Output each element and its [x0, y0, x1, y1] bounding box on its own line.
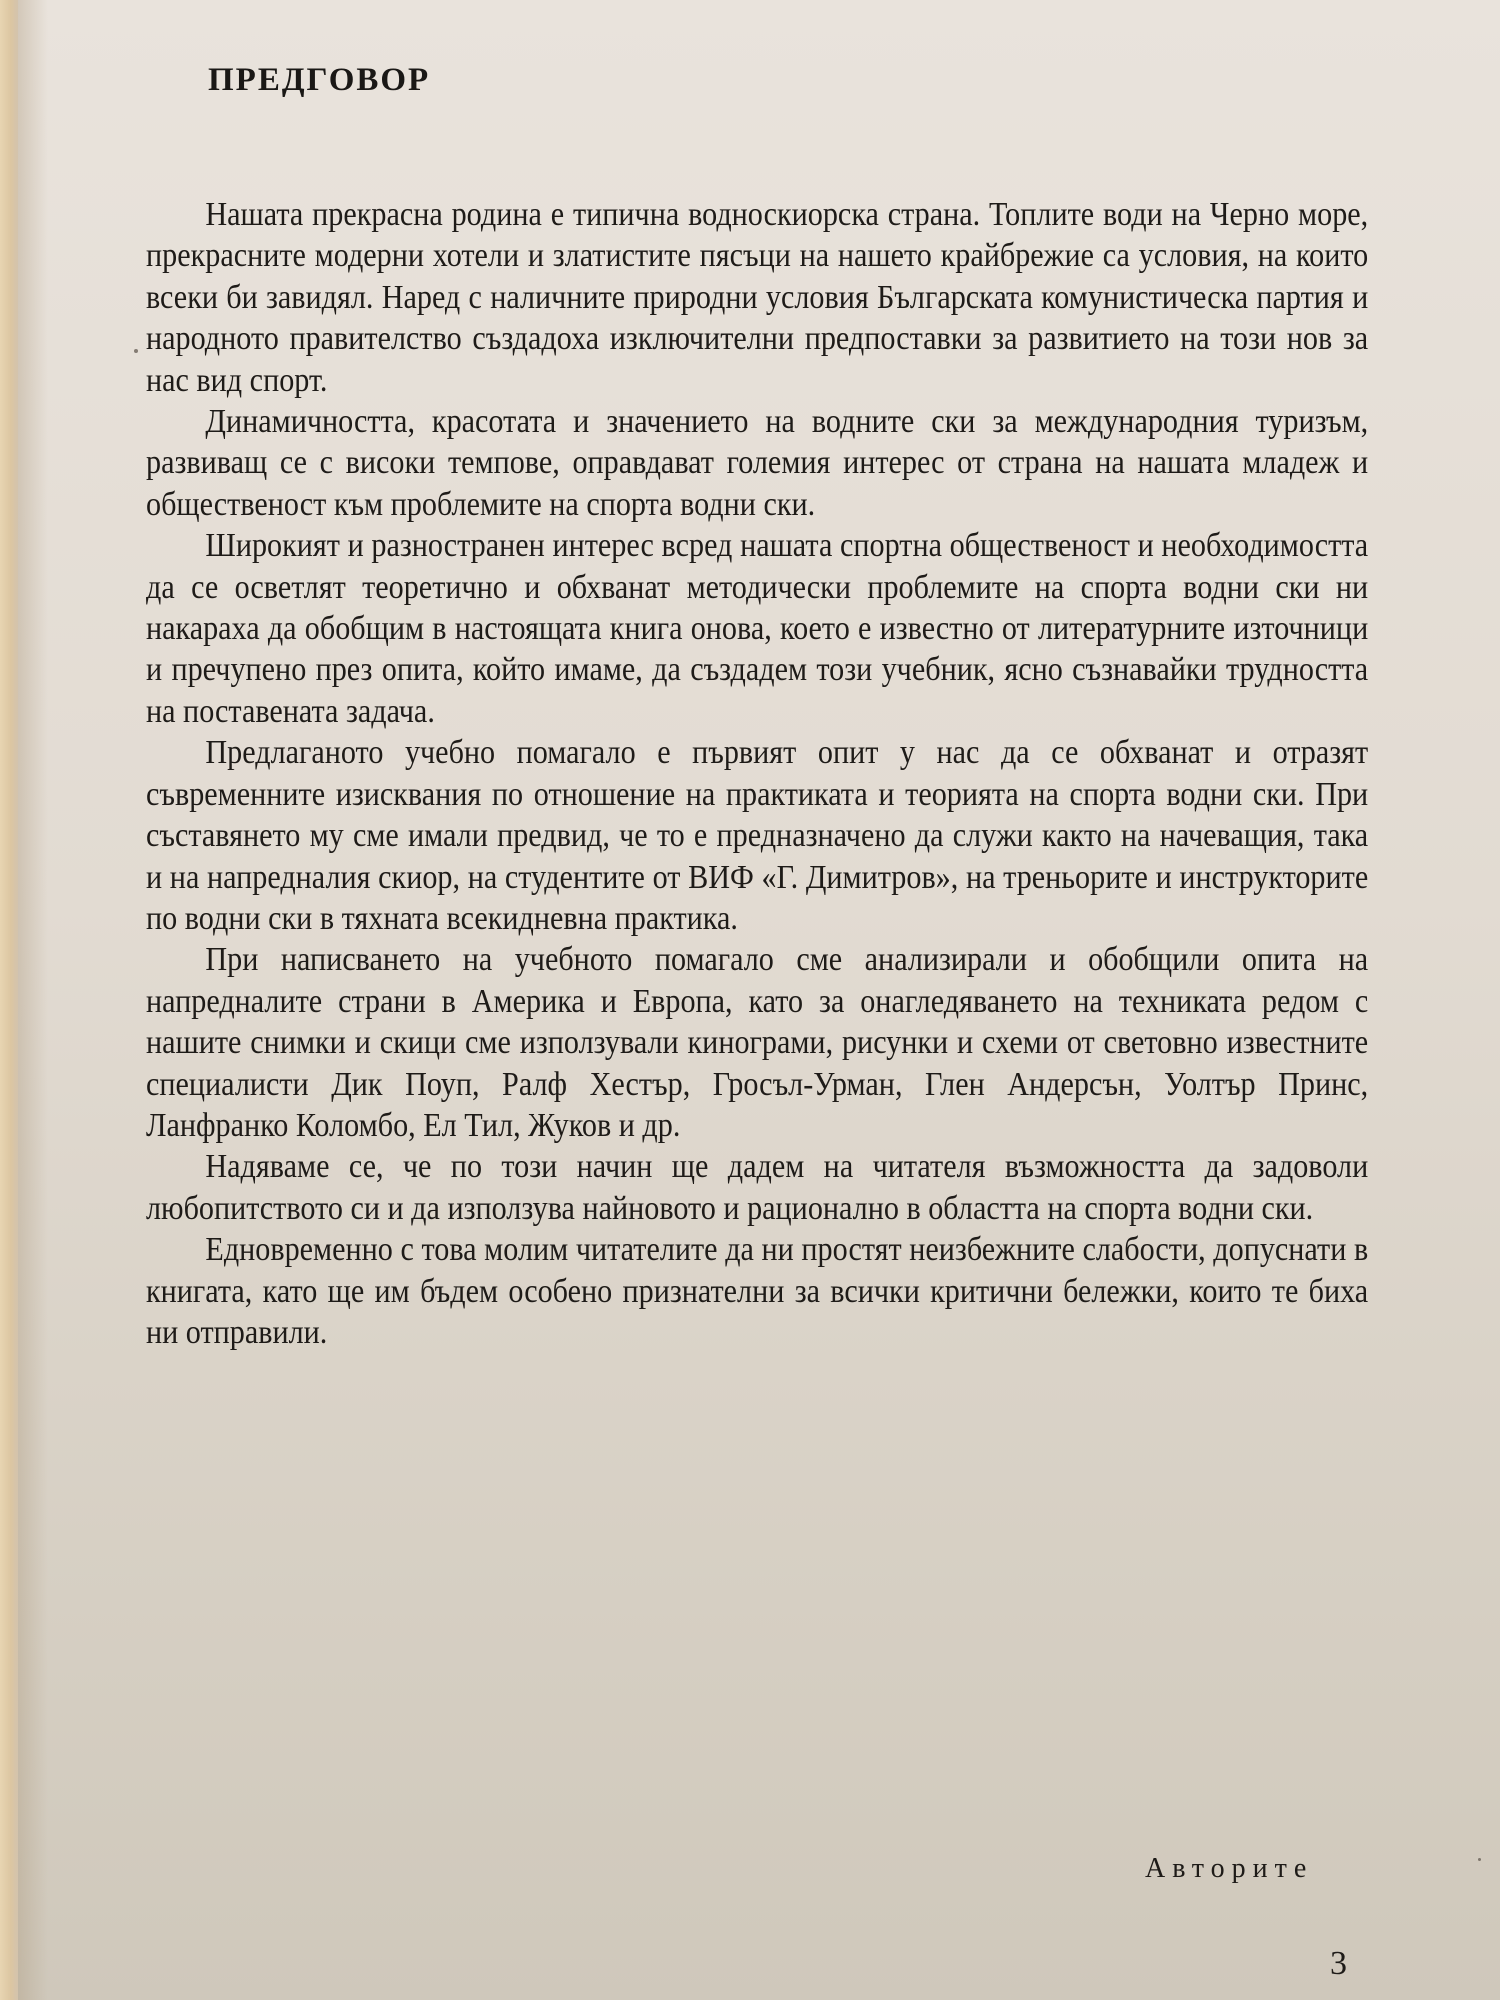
paragraph-2: Динамичността, красотата и значението на водните ски за международния туризъм, развиващ се с високи темпове, оправдават големия интерес от страна на нашата младеж и общественост към проблемите на спорта водни ски.: [146, 403, 1369, 523]
book-spine-edge: [0, 0, 18, 2000]
paragraph-7: Едновременно с това молим читателите да ни простят неизбежните слабости, допуснати в книгата, като ще им бъдем особено признателни за всички критични бележки, които те биха ни отправили.: [146, 1231, 1369, 1351]
paragraph-5: При написването на учебното помагало сме анализирали и обобщили опита на напредналите страни в Америка и Европа, като за онагледяването на техниката редом с нашите снимки и скици сме използували кинограми, рисунки и схеми от световно известните специалисти Дик Поуп, Ралф Хестър, Гросъл-Урман, Глен Андерсън, Уолтър Принс, Ланфранко Коломбо, Ел Тил, Жуков и др.: [146, 941, 1369, 1144]
paragraph-1: Нашата прекрасна родина е типична водноскиорска страна. Топлите води на Черно море, прекрасните модерни хотели и златистите пясъци на нашето крайбрежие са условия, на които всеки би завидял. Наред с наличните природни условия Българската комунистическа партия и народното правителство създадоха изключителни предпоставки за развитието на този нов за нас вид спорт.: [146, 196, 1369, 399]
gutter-shadow: [18, 0, 48, 2000]
authors-signature: Авторите: [1145, 1853, 1314, 1884]
preface-body: [146, 194, 1368, 1353]
paragraph-3: Широкият и разностранен интерес всред нашата спортна общественост и необходимостта да се осветлят теоретично и обхванат методически проблемите на спорта водни ски ни накараха да обобщим в настоящата книга онова, което е известно от литературните източници и пречупено през опита, който имаме, да създадем този учебник, ясно съзнавайки трудността на поставената задача.: [146, 527, 1369, 730]
paper-speck: [134, 349, 138, 353]
page-number: 3: [1330, 1945, 1347, 1982]
paragraph-4: Предлаганото учебно помагало е първият опит у нас да се обхванат и отразят съвременните изисквания по отношение на практиката и теорията на спорта водни ски. При съставянето му сме имали предвид, че то е предназначено да служи както на начеващия, така и на напредналия скиор, на студентите от ВИФ «Г. Димитров», на треньорите и инструкторите по водни ски в тяхната всекидневна практика.: [146, 734, 1369, 937]
paragraph-6: Надяваме се, че по този начин ще дадем на читателя възможността да задоволи любопитството си и да използува найновото и рационално в областта на спорта водни ски.: [146, 1148, 1369, 1227]
paper-speck: [1478, 1858, 1481, 1861]
page-title: ПРЕДГОВОР: [208, 62, 431, 98]
